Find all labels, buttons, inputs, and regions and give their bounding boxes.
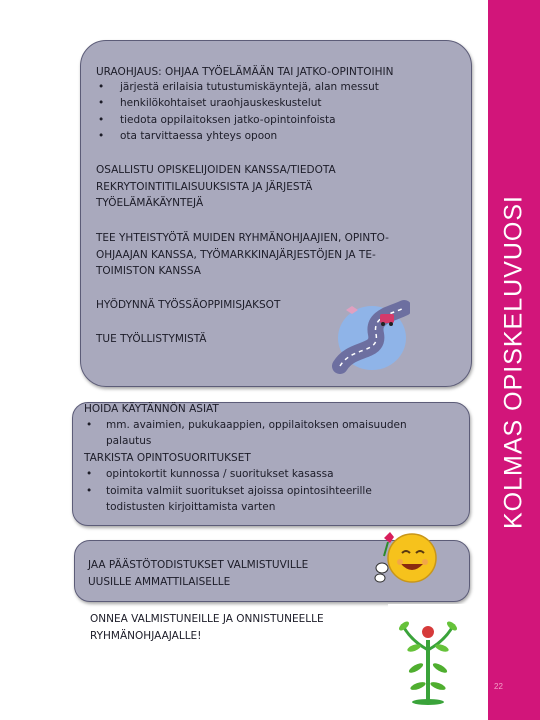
congrats-line-2: RYHMÄNOHJAAJALLE! [90, 630, 202, 642]
recruitment-line-3: TYÖELÄMÄKÄYNTEJÄ [96, 197, 204, 209]
bullet-dot-icon: • [86, 468, 93, 480]
credits-bullet-1: opintokortit kunnossa / suoritukset kasassa [106, 468, 334, 480]
bullet-dot-icon: • [86, 485, 93, 497]
practical-heading: HOIDA KÄYTÄNNÖN ASIAT [84, 403, 219, 415]
bullet-dot-icon: • [98, 97, 105, 109]
recruitment-line-1: OSALLISTU OPISKELIJOIDEN KANSSA/TIEDOTA [96, 164, 336, 176]
growing-person-icon [388, 604, 468, 708]
winding-road-icon [332, 296, 410, 374]
employment-line: TUE TYÖLLISTYMISTÄ [96, 333, 207, 345]
recruitment-line-2: REKRYTOINTITILAISUUKSISTA JA JÄRJESTÄ [96, 181, 313, 193]
work-learning-line: HYÖDYNNÄ TYÖSSÄOPPIMISJAKSOT [96, 299, 281, 311]
page-number: 22 [494, 682, 503, 691]
bullet-dot-icon: • [98, 114, 105, 126]
cooperation-line-3: TOIMISTON KANSSA [96, 265, 201, 277]
bullet-dot-icon: • [98, 130, 105, 142]
cooperation-line-2: OHJAAJAN KANSSA, TYÖMARKKINAJÄRJESTÖJEN JA TE- [96, 249, 376, 261]
guidance-bullet-3: tiedota oppilaitoksen jatko-opintoinfoista [120, 114, 336, 126]
guidance-heading: URAOHJAUS: OHJAA TYÖELÄMÄÄN TAI JATKO-OPINTOIHIN [96, 66, 394, 78]
smiley-face-icon [368, 526, 440, 588]
section-title: KOLMAS OPISKELUVUOSI [499, 195, 528, 529]
credits-bullet-2-line-2: todistusten kirjoittamista varten [106, 501, 276, 513]
credits-bullet-2-line-1: toimita valmiit suoritukset ajoissa opintosihteerille [106, 485, 372, 497]
bullet-dot-icon: • [86, 419, 93, 431]
cooperation-line-1: TEE YHTEISTYÖTÄ MUIDEN RYHMÄNOHJAAJIEN, OPINTO- [96, 232, 389, 244]
certificates-line-2: UUSILLE AMMATTILAISELLE [88, 576, 231, 588]
congrats-line-1: ONNEA VALMISTUNEILLE JA ONNISTUNEELLE [90, 613, 324, 625]
return-items-line-1: mm. avaimien, pukukaappien, oppilaitoksen omaisuuden [106, 419, 407, 431]
guidance-bullet-1: järjestä erilaisia tutustumiskäyntejä, alan messut [120, 81, 379, 93]
check-credits-heading: TARKISTA OPINTOSUORITUKSET [84, 452, 251, 464]
guidance-bullet-4: ota tarvittaessa yhteys opoon [120, 130, 278, 142]
return-items-line-2: palautus [106, 435, 152, 447]
certificates-line-1: JAA PÄÄSTÖTODISTUKSET VALMISTUVILLE [88, 559, 309, 571]
guidance-bullet-2: henkilökohtaiset uraohjauskeskustelut [120, 97, 322, 109]
bullet-dot-icon: • [98, 81, 105, 93]
